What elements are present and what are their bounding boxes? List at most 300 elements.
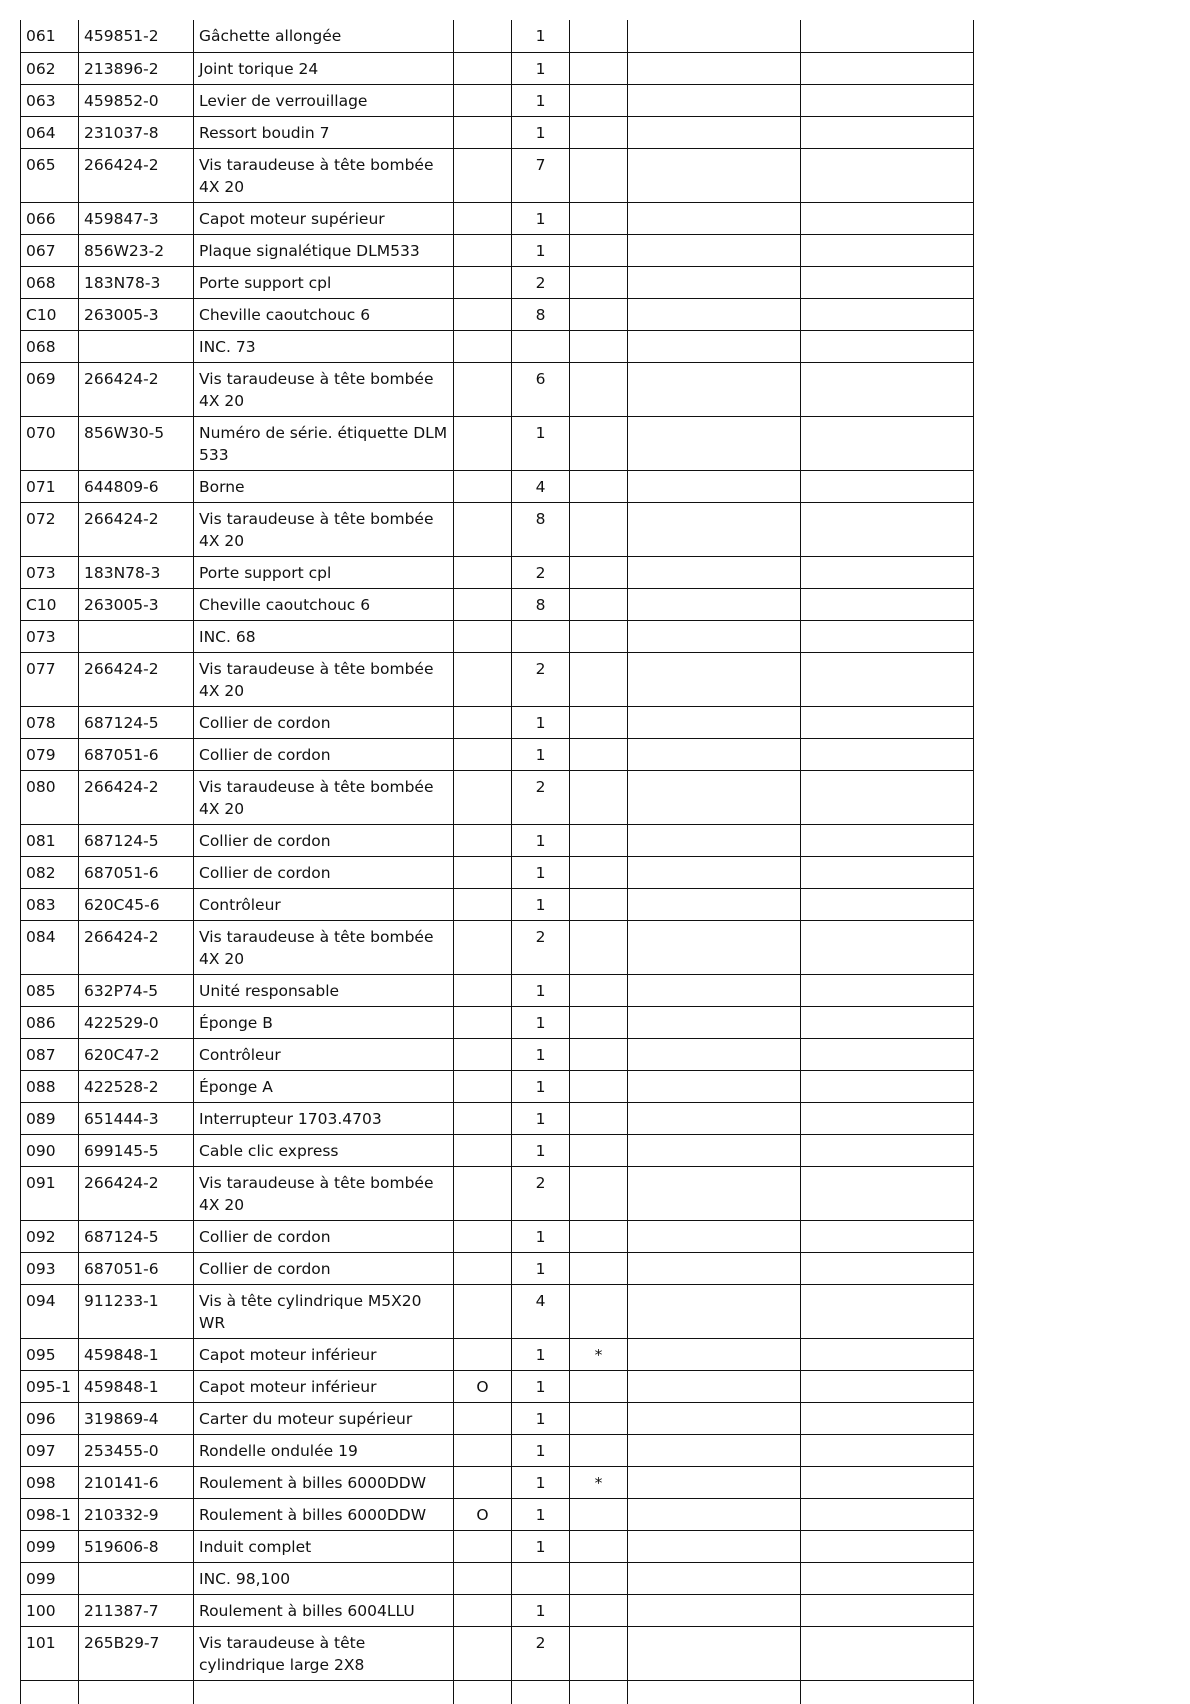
part-ref-cell: 097 [21, 1434, 79, 1466]
part-mark-cell [570, 1070, 628, 1102]
part-note-cell [454, 1434, 512, 1466]
extra-column-cell [628, 1498, 801, 1530]
part-ref-cell: 067 [21, 234, 79, 266]
part-note-cell [454, 84, 512, 116]
part-quantity-cell: 4 [512, 470, 570, 502]
table-row [21, 502, 974, 556]
part-note-cell [454, 234, 512, 266]
extra-column-cell [628, 330, 801, 362]
part-ref-cell: 068 [21, 330, 79, 362]
part-ref-cell: 100 [21, 1594, 79, 1626]
part-description-cell: Cheville caoutchouc 6 [194, 588, 454, 620]
part-ref-cell: 101 [21, 1626, 79, 1680]
part-mark-cell [570, 148, 628, 202]
table-row [21, 1466, 974, 1498]
part-mark-cell [570, 266, 628, 298]
part-mark-cell [570, 1498, 628, 1530]
part-code-cell: 231037-8 [79, 116, 194, 148]
part-ref-cell: 094 [21, 1284, 79, 1338]
extra-column-cell [801, 1626, 974, 1680]
table-row [21, 1252, 974, 1284]
table-row [21, 362, 974, 416]
part-ref-cell: C10 [21, 298, 79, 330]
part-code-cell: 213896-2 [79, 52, 194, 84]
part-description-cell: Joint torique 24 [194, 52, 454, 84]
part-note-cell [454, 920, 512, 974]
part-note-cell [454, 1070, 512, 1102]
part-mark-cell [570, 1252, 628, 1284]
parts-table-body [21, 20, 974, 1704]
extra-column-cell [628, 234, 801, 266]
part-description-cell: Capot moteur inférieur [194, 1338, 454, 1370]
part-note-cell [454, 362, 512, 416]
part-mark-cell [570, 202, 628, 234]
extra-column-cell [801, 116, 974, 148]
part-quantity-cell: 8 [512, 502, 570, 556]
extra-column-cell [801, 824, 974, 856]
extra-column-cell [801, 330, 974, 362]
part-mark-cell [570, 888, 628, 920]
part-mark-cell [570, 20, 628, 52]
part-quantity-cell: 8 [512, 298, 570, 330]
extra-column-cell [801, 1434, 974, 1466]
table-row [21, 20, 974, 52]
table-row [21, 1102, 974, 1134]
extra-column-cell [628, 706, 801, 738]
table-row [21, 52, 974, 84]
extra-column-cell [628, 116, 801, 148]
empty-cell [801, 1680, 974, 1704]
extra-column-cell [628, 20, 801, 52]
part-mark-cell [570, 1166, 628, 1220]
part-note-cell [454, 148, 512, 202]
part-ref-cell: 072 [21, 502, 79, 556]
extra-column-cell [628, 84, 801, 116]
part-mark-cell [570, 1370, 628, 1402]
extra-column-cell [801, 1530, 974, 1562]
part-description-cell: INC. 73 [194, 330, 454, 362]
part-note-cell [454, 1284, 512, 1338]
part-ref-cell: 061 [21, 20, 79, 52]
part-code-cell: 266424-2 [79, 652, 194, 706]
extra-column-cell [628, 1626, 801, 1680]
table-row [21, 1006, 974, 1038]
part-code-cell: 519606-8 [79, 1530, 194, 1562]
table-row [21, 920, 974, 974]
extra-column-cell [801, 1220, 974, 1252]
part-quantity-cell: 4 [512, 1284, 570, 1338]
empty-cell [79, 1680, 194, 1704]
extra-column-cell [801, 1594, 974, 1626]
extra-column-cell [801, 298, 974, 330]
part-quantity-cell: 1 [512, 1006, 570, 1038]
table-row [21, 1434, 974, 1466]
part-note-cell [454, 202, 512, 234]
part-description-cell: Capot moteur supérieur [194, 202, 454, 234]
part-quantity-cell: 1 [512, 1102, 570, 1134]
part-description-cell: Vis taraudeuse à tête bombée 4X 20 [194, 1166, 454, 1220]
part-quantity-cell: 1 [512, 1466, 570, 1498]
part-code-cell: 459851-2 [79, 20, 194, 52]
extra-column-cell [628, 770, 801, 824]
extra-column-cell [628, 1134, 801, 1166]
part-code-cell: 687124-5 [79, 824, 194, 856]
part-mark-cell [570, 116, 628, 148]
part-description-cell: Collier de cordon [194, 738, 454, 770]
part-description-cell: Contrôleur [194, 888, 454, 920]
table-row [21, 1626, 974, 1680]
part-ref-cell: 092 [21, 1220, 79, 1252]
part-ref-cell: 093 [21, 1252, 79, 1284]
table-row-partial [21, 1680, 974, 1704]
table-row [21, 116, 974, 148]
extra-column-cell [801, 652, 974, 706]
extra-column-cell [628, 1338, 801, 1370]
part-description-cell: Collier de cordon [194, 856, 454, 888]
part-ref-cell: 086 [21, 1006, 79, 1038]
part-quantity-cell [512, 620, 570, 652]
part-code-cell: 644809-6 [79, 470, 194, 502]
extra-column-cell [628, 856, 801, 888]
table-row [21, 148, 974, 202]
part-mark-cell [570, 1402, 628, 1434]
part-description-cell: Porte support cpl [194, 556, 454, 588]
table-row [21, 234, 974, 266]
part-quantity-cell: 1 [512, 1370, 570, 1402]
part-mark-cell [570, 770, 628, 824]
extra-column-cell [628, 298, 801, 330]
part-note-cell [454, 1466, 512, 1498]
extra-column-cell [801, 362, 974, 416]
part-code-cell: 632P74-5 [79, 974, 194, 1006]
part-mark-cell [570, 556, 628, 588]
table-row [21, 556, 974, 588]
part-quantity-cell: 1 [512, 1252, 570, 1284]
part-description-cell: Vis taraudeuse à tête bombée 4X 20 [194, 652, 454, 706]
part-note-cell [454, 1220, 512, 1252]
part-description-cell: Interrupteur 1703.4703 [194, 1102, 454, 1134]
part-description-cell: Borne [194, 470, 454, 502]
extra-column-cell [628, 556, 801, 588]
extra-column-cell [628, 362, 801, 416]
part-note-cell [454, 1252, 512, 1284]
part-note-cell [454, 298, 512, 330]
parts-table [20, 20, 974, 1704]
part-description-cell: Collier de cordon [194, 706, 454, 738]
extra-column-cell [801, 1006, 974, 1038]
extra-column-cell [801, 1370, 974, 1402]
table-row [21, 1402, 974, 1434]
part-note-cell [454, 706, 512, 738]
part-ref-cell: 095-1 [21, 1370, 79, 1402]
part-code-cell: 422528-2 [79, 1070, 194, 1102]
part-ref-cell: 081 [21, 824, 79, 856]
part-description-cell: Vis taraudeuse à tête cylindrique large 2X8 [194, 1626, 454, 1680]
part-ref-cell: 099 [21, 1530, 79, 1562]
empty-cell [194, 1680, 454, 1704]
part-note-cell [454, 330, 512, 362]
part-note-cell [454, 652, 512, 706]
part-ref-cell: 068 [21, 266, 79, 298]
part-code-cell: 211387-7 [79, 1594, 194, 1626]
part-description-cell: Levier de verrouillage [194, 84, 454, 116]
extra-column-cell [801, 1166, 974, 1220]
part-mark-cell [570, 298, 628, 330]
part-mark-cell [570, 652, 628, 706]
part-description-cell: Carter du moteur supérieur [194, 1402, 454, 1434]
part-description-cell: Induit complet [194, 1530, 454, 1562]
part-quantity-cell: 1 [512, 1134, 570, 1166]
part-mark-cell [570, 856, 628, 888]
part-code-cell [79, 620, 194, 652]
part-mark-cell [570, 920, 628, 974]
part-note-cell [454, 1594, 512, 1626]
part-quantity-cell: 1 [512, 1434, 570, 1466]
extra-column-cell [801, 1284, 974, 1338]
part-description-cell: Capot moteur inférieur [194, 1370, 454, 1402]
extra-column-cell [801, 920, 974, 974]
table-row [21, 738, 974, 770]
extra-column-cell [628, 1530, 801, 1562]
table-row [21, 1038, 974, 1070]
part-mark-cell [570, 1626, 628, 1680]
extra-column-cell [628, 738, 801, 770]
table-row [21, 1370, 974, 1402]
extra-column-cell [628, 1402, 801, 1434]
part-note-cell [454, 1626, 512, 1680]
extra-column-cell [628, 1466, 801, 1498]
part-mark-cell [570, 84, 628, 116]
extra-column-cell [801, 1252, 974, 1284]
extra-column-cell [801, 588, 974, 620]
extra-column-cell [628, 888, 801, 920]
extra-column-cell [801, 1038, 974, 1070]
part-ref-cell: 090 [21, 1134, 79, 1166]
part-quantity-cell: 7 [512, 148, 570, 202]
extra-column-cell [628, 1284, 801, 1338]
part-ref-cell: 077 [21, 652, 79, 706]
part-quantity-cell: 1 [512, 1338, 570, 1370]
part-note-cell [454, 1530, 512, 1562]
empty-cell [512, 1680, 570, 1704]
part-ref-cell: 062 [21, 52, 79, 84]
part-description-cell: Vis à tête cylindrique M5X20 WR [194, 1284, 454, 1338]
part-description-cell: Cheville caoutchouc 6 [194, 298, 454, 330]
extra-column-cell [628, 1166, 801, 1220]
table-row [21, 856, 974, 888]
part-note-cell [454, 416, 512, 470]
extra-column-cell [801, 770, 974, 824]
extra-column-cell [801, 974, 974, 1006]
part-description-cell: Cable clic express [194, 1134, 454, 1166]
part-description-cell: Éponge A [194, 1070, 454, 1102]
extra-column-cell [628, 1252, 801, 1284]
table-row [21, 1498, 974, 1530]
part-quantity-cell: 2 [512, 556, 570, 588]
extra-column-cell [628, 148, 801, 202]
part-ref-cell: 070 [21, 416, 79, 470]
part-ref-cell: 083 [21, 888, 79, 920]
part-mark-cell [570, 1284, 628, 1338]
part-mark-cell [570, 52, 628, 84]
part-code-cell: 266424-2 [79, 148, 194, 202]
part-quantity-cell: 1 [512, 20, 570, 52]
part-code-cell: 319869-4 [79, 1402, 194, 1434]
table-row [21, 620, 974, 652]
part-description-cell: Plaque signalétique DLM533 [194, 234, 454, 266]
part-quantity-cell: 6 [512, 362, 570, 416]
part-mark-cell [570, 1434, 628, 1466]
part-code-cell: 620C45-6 [79, 888, 194, 920]
extra-column-cell [801, 84, 974, 116]
part-code-cell [79, 1562, 194, 1594]
part-note-cell [454, 588, 512, 620]
empty-cell [628, 1680, 801, 1704]
part-quantity-cell: 1 [512, 116, 570, 148]
extra-column-cell [628, 52, 801, 84]
table-row [21, 770, 974, 824]
part-quantity-cell: 8 [512, 588, 570, 620]
part-note-cell [454, 1134, 512, 1166]
part-code-cell: 210141-6 [79, 1466, 194, 1498]
part-mark-cell [570, 1134, 628, 1166]
extra-column-cell [628, 1434, 801, 1466]
part-description-cell: Numéro de série. étiquette DLM 533 [194, 416, 454, 470]
part-code-cell: 263005-3 [79, 588, 194, 620]
part-mark-cell [570, 234, 628, 266]
part-mark-cell [570, 330, 628, 362]
part-description-cell: Contrôleur [194, 1038, 454, 1070]
extra-column-cell [801, 738, 974, 770]
part-description-cell: Ressort boudin 7 [194, 116, 454, 148]
part-description-cell: Unité responsable [194, 974, 454, 1006]
part-description-cell: Collier de cordon [194, 1252, 454, 1284]
part-quantity-cell: 1 [512, 52, 570, 84]
extra-column-cell [628, 416, 801, 470]
part-mark-cell [570, 362, 628, 416]
part-description-cell: Vis taraudeuse à tête bombée 4X 20 [194, 770, 454, 824]
part-mark-cell: * [570, 1338, 628, 1370]
part-description-cell: Vis taraudeuse à tête bombée 4X 20 [194, 502, 454, 556]
table-row [21, 1530, 974, 1562]
table-row [21, 330, 974, 362]
part-mark-cell [570, 706, 628, 738]
part-note-cell [454, 620, 512, 652]
empty-cell [570, 1680, 628, 1704]
empty-cell [454, 1680, 512, 1704]
part-description-cell: Rondelle ondulée 19 [194, 1434, 454, 1466]
extra-column-cell [801, 1498, 974, 1530]
extra-column-cell [801, 52, 974, 84]
extra-column-cell [628, 470, 801, 502]
part-note-cell [454, 20, 512, 52]
part-description-cell: Vis taraudeuse à tête bombée 4X 20 [194, 148, 454, 202]
part-note-cell [454, 738, 512, 770]
part-code-cell: 266424-2 [79, 1166, 194, 1220]
extra-column-cell [801, 416, 974, 470]
part-quantity-cell: 1 [512, 1070, 570, 1102]
part-code-cell: 687124-5 [79, 1220, 194, 1252]
extra-column-cell [801, 1466, 974, 1498]
part-ref-cell: 089 [21, 1102, 79, 1134]
part-note-cell [454, 974, 512, 1006]
extra-column-cell [801, 266, 974, 298]
table-row [21, 1338, 974, 1370]
part-code-cell [79, 330, 194, 362]
part-code-cell: 911233-1 [79, 1284, 194, 1338]
extra-column-cell [801, 1134, 974, 1166]
part-code-cell: 856W30-5 [79, 416, 194, 470]
part-note-cell [454, 1562, 512, 1594]
part-ref-cell: 071 [21, 470, 79, 502]
part-mark-cell [570, 1530, 628, 1562]
part-code-cell: 459847-3 [79, 202, 194, 234]
part-ref-cell: 084 [21, 920, 79, 974]
table-row [21, 824, 974, 856]
part-quantity-cell: 1 [512, 1498, 570, 1530]
part-code-cell: 210332-9 [79, 1498, 194, 1530]
table-row [21, 1220, 974, 1252]
table-row [21, 706, 974, 738]
part-mark-cell [570, 974, 628, 1006]
part-description-cell: Éponge B [194, 1006, 454, 1038]
extra-column-cell [628, 1594, 801, 1626]
extra-column-cell [628, 1006, 801, 1038]
part-ref-cell: 063 [21, 84, 79, 116]
part-ref-cell: 087 [21, 1038, 79, 1070]
extra-column-cell [801, 888, 974, 920]
extra-column-cell [801, 1402, 974, 1434]
part-description-cell: Vis taraudeuse à tête bombée 4X 20 [194, 362, 454, 416]
part-note-cell [454, 1038, 512, 1070]
part-code-cell: 266424-2 [79, 920, 194, 974]
table-row [21, 1166, 974, 1220]
part-ref-cell: 066 [21, 202, 79, 234]
part-quantity-cell: 1 [512, 974, 570, 1006]
extra-column-cell [801, 1070, 974, 1102]
extra-column-cell [628, 1070, 801, 1102]
extra-column-cell [801, 856, 974, 888]
table-row [21, 266, 974, 298]
extra-column-cell [801, 1562, 974, 1594]
table-row [21, 974, 974, 1006]
part-mark-cell [570, 1594, 628, 1626]
table-row [21, 1070, 974, 1102]
part-description-cell: Gâchette allongée [194, 20, 454, 52]
part-quantity-cell: 2 [512, 770, 570, 824]
part-ref-cell: 069 [21, 362, 79, 416]
part-code-cell: 699145-5 [79, 1134, 194, 1166]
part-quantity-cell: 1 [512, 706, 570, 738]
part-quantity-cell: 2 [512, 266, 570, 298]
part-ref-cell: 098-1 [21, 1498, 79, 1530]
table-row [21, 84, 974, 116]
part-mark-cell [570, 1038, 628, 1070]
table-row [21, 470, 974, 502]
table-row [21, 1562, 974, 1594]
table-row [21, 1594, 974, 1626]
part-ref-cell: 095 [21, 1338, 79, 1370]
part-ref-cell: 091 [21, 1166, 79, 1220]
part-quantity-cell: 2 [512, 652, 570, 706]
part-ref-cell: 098 [21, 1466, 79, 1498]
part-note-cell [454, 770, 512, 824]
extra-column-cell [628, 1562, 801, 1594]
part-code-cell: 263005-3 [79, 298, 194, 330]
extra-column-cell [628, 202, 801, 234]
part-ref-cell: 078 [21, 706, 79, 738]
part-quantity-cell: 1 [512, 234, 570, 266]
